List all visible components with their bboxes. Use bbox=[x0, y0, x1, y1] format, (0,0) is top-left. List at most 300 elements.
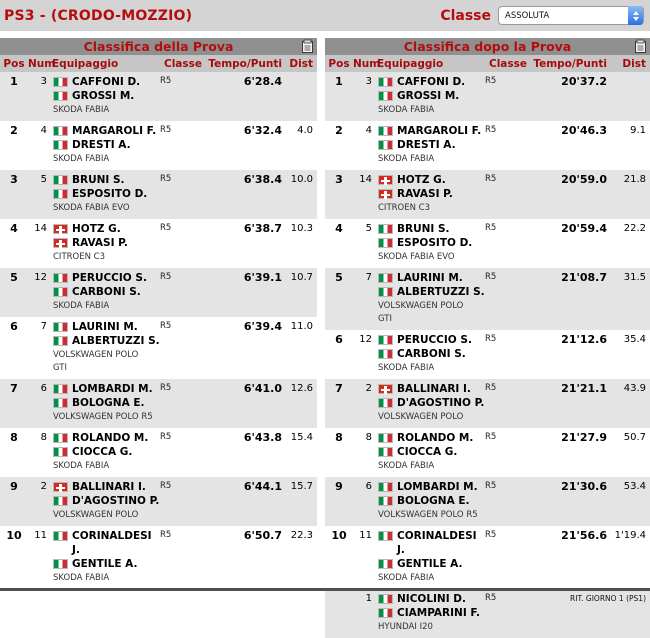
gap-cell: 12.6 bbox=[290, 383, 313, 394]
table-row bbox=[0, 379, 317, 428]
italy-flag-icon bbox=[378, 559, 393, 569]
classe-filter bbox=[440, 6, 644, 25]
classe-cell: R5 bbox=[485, 593, 497, 603]
number-cell: 14 bbox=[34, 223, 47, 234]
driver-row bbox=[378, 592, 483, 606]
driver-name: ALBERTUZZI S. bbox=[72, 335, 160, 347]
driver-name: GROSSI M. bbox=[72, 90, 135, 102]
driver-row bbox=[378, 382, 483, 396]
number-cell: 5 bbox=[365, 223, 372, 234]
position-cell: 9 bbox=[10, 480, 18, 493]
table-row bbox=[325, 379, 650, 428]
italy-flag-icon bbox=[53, 140, 68, 150]
car-name: SKODA FABIA bbox=[378, 461, 435, 471]
table-row bbox=[325, 589, 650, 638]
table-row bbox=[0, 526, 317, 589]
driver-row bbox=[378, 529, 483, 543]
gap-cell: 10.7 bbox=[290, 272, 313, 283]
driver-name-continued: J. bbox=[72, 544, 80, 556]
switzerland-flag-icon bbox=[378, 384, 393, 394]
position-cell: 2 bbox=[335, 124, 343, 137]
col-header-dist: Dist bbox=[289, 57, 313, 70]
driver-name: DRESTI A. bbox=[397, 139, 456, 151]
driver-row bbox=[378, 557, 483, 571]
classe-cell: R5 bbox=[160, 272, 172, 282]
gap-cell: 21.8 bbox=[623, 174, 646, 185]
driver-name: GENTILE A. bbox=[72, 558, 138, 570]
driver-row bbox=[378, 480, 483, 494]
driver-row bbox=[53, 529, 158, 543]
position-cell: 8 bbox=[10, 431, 18, 444]
gap-cell: 53.4 bbox=[623, 481, 646, 492]
driver-row bbox=[53, 382, 158, 396]
stage-classification-table bbox=[0, 38, 317, 589]
tables-area bbox=[0, 31, 650, 638]
driver-row bbox=[53, 557, 158, 571]
time-cell: 21'30.6 bbox=[561, 480, 607, 493]
position-cell: 10 bbox=[6, 529, 22, 542]
italy-flag-icon bbox=[378, 224, 393, 234]
classe-cell: R5 bbox=[485, 125, 497, 135]
position-cell: 1 bbox=[335, 75, 343, 88]
driver-name: D'AGOSTINO P. bbox=[72, 495, 160, 507]
classe-cell: R5 bbox=[485, 334, 497, 344]
number-cell: 7 bbox=[40, 321, 47, 332]
italy-flag-icon bbox=[378, 531, 393, 541]
driver-name: ESPOSITO D. bbox=[397, 237, 473, 249]
stage-table-title: Classifica della Prova bbox=[83, 39, 234, 54]
time-cell: 21'56.6 bbox=[561, 529, 607, 542]
car-name: VOLSKWAGEN POLO bbox=[53, 510, 139, 520]
driver-name: D'AGOSTINO P. bbox=[397, 397, 485, 409]
position-cell: 7 bbox=[10, 382, 18, 395]
overall-table-title: Classifica dopo la Prova bbox=[403, 39, 572, 54]
driver-name: NICOLINI D. bbox=[397, 593, 466, 605]
col-header-crew: Equipaggio bbox=[377, 57, 444, 70]
switzerland-flag-icon bbox=[53, 482, 68, 492]
time-cell: 6'41.0 bbox=[243, 382, 282, 395]
driver-name: LAURINI M. bbox=[397, 272, 463, 284]
table-row bbox=[325, 477, 650, 526]
driver-name: ESPOSITO D. bbox=[72, 188, 148, 200]
time-cell: 21'27.9 bbox=[561, 431, 607, 444]
car-name: SKODA FABIA bbox=[53, 461, 110, 471]
italy-flag-icon bbox=[53, 126, 68, 136]
crew-cell bbox=[373, 75, 483, 116]
switzerland-flag-icon bbox=[378, 189, 393, 199]
overall-table-rows bbox=[325, 72, 650, 638]
number-cell: 5 bbox=[40, 174, 47, 185]
stage-column-headers bbox=[0, 55, 317, 72]
italy-flag-icon bbox=[53, 496, 68, 506]
table-row bbox=[0, 317, 317, 379]
driver-name-continued: J. bbox=[397, 544, 405, 556]
driver-name: DRESTI A. bbox=[72, 139, 131, 151]
driver-row bbox=[378, 333, 483, 347]
crew-cell bbox=[373, 271, 483, 325]
col-header-pos: Pos bbox=[3, 57, 25, 70]
table-row bbox=[325, 330, 650, 379]
time-cell: 20'59.0 bbox=[561, 173, 607, 186]
italy-flag-icon bbox=[378, 91, 393, 101]
up-down-stepper-icon[interactable] bbox=[628, 6, 643, 25]
table-row bbox=[0, 121, 317, 170]
driver-row bbox=[53, 396, 158, 410]
classe-cell: R5 bbox=[160, 530, 172, 540]
top-bar bbox=[0, 0, 650, 31]
number-cell: 2 bbox=[40, 481, 47, 492]
crew-cell bbox=[48, 124, 158, 165]
classe-cell: R5 bbox=[160, 174, 172, 184]
car-name: VOLKSWAGEN POLO R5 bbox=[378, 510, 478, 520]
driver-row bbox=[53, 124, 158, 138]
table-row bbox=[325, 72, 650, 121]
driver-name: CIAMPARINI F. bbox=[397, 607, 481, 619]
italy-flag-icon bbox=[378, 447, 393, 457]
driver-name: BOLOGNA E. bbox=[72, 397, 145, 409]
overall-table-header bbox=[325, 38, 650, 55]
number-cell: 12 bbox=[34, 272, 47, 283]
position-cell: 3 bbox=[10, 173, 18, 186]
italy-flag-icon bbox=[378, 608, 393, 618]
number-cell: 11 bbox=[359, 530, 372, 541]
number-cell: 6 bbox=[40, 383, 47, 394]
gap-cell: 10.0 bbox=[290, 174, 313, 185]
gap-cell: 22.2 bbox=[623, 223, 646, 234]
switzerland-flag-icon bbox=[378, 175, 393, 185]
car-name: VOLSKWAGEN POLO bbox=[378, 301, 464, 311]
car-name: VOLSKWAGEN POLO bbox=[53, 350, 139, 360]
col-header-tempo: Tempo/Punti bbox=[533, 57, 607, 70]
classe-cell: R5 bbox=[160, 383, 172, 393]
car-name: GTI bbox=[53, 363, 67, 373]
driver-name: RAVASI P. bbox=[72, 237, 128, 249]
car-name: SKODA FABIA bbox=[378, 154, 435, 164]
crew-cell bbox=[373, 592, 483, 633]
col-header-dist: Dist bbox=[622, 57, 646, 70]
position-cell: 8 bbox=[335, 431, 343, 444]
driver-name: PERUCCIO S. bbox=[397, 334, 472, 346]
position-cell: 5 bbox=[10, 271, 18, 284]
time-cell: 20'46.3 bbox=[561, 124, 607, 137]
driver-name: GENTILE A. bbox=[397, 558, 463, 570]
driver-name: CARBONI S. bbox=[397, 348, 466, 360]
crew-cell bbox=[48, 382, 158, 423]
position-cell: 6 bbox=[10, 320, 18, 333]
driver-row bbox=[378, 222, 483, 236]
position-cell: 7 bbox=[335, 382, 343, 395]
col-header-tempo: Tempo/Punti bbox=[208, 57, 282, 70]
italy-flag-icon bbox=[53, 175, 68, 185]
car-name: SKODA FABIA EVO bbox=[53, 203, 130, 213]
classe-select-value: ASSOLUTA bbox=[505, 10, 550, 21]
position-cell: 5 bbox=[335, 271, 343, 284]
car-name: HYUNDAI I20 bbox=[378, 622, 433, 632]
table-row bbox=[0, 170, 317, 219]
gap-cell: 4.0 bbox=[297, 125, 313, 136]
position-cell bbox=[325, 592, 353, 633]
classe-cell: R5 bbox=[160, 481, 172, 491]
car-name: SKODA FABIA bbox=[378, 105, 435, 115]
driver-name: CIOCCA G. bbox=[397, 446, 458, 458]
table-row bbox=[325, 526, 650, 589]
driver-row bbox=[53, 320, 158, 334]
driver-name: ALBERTUZZI S. bbox=[397, 286, 485, 298]
italy-flag-icon bbox=[378, 482, 393, 492]
italy-flag-icon bbox=[53, 91, 68, 101]
driver-row bbox=[53, 431, 158, 445]
car-name: SKODA FABIA bbox=[53, 154, 110, 164]
driver-name: BOLOGNA E. bbox=[397, 495, 470, 507]
driver-row bbox=[53, 334, 158, 348]
italy-flag-icon bbox=[378, 433, 393, 443]
classe-select[interactable] bbox=[498, 6, 644, 25]
car-name: SKODA FABIA bbox=[378, 573, 435, 583]
number-cell: 4 bbox=[40, 125, 47, 136]
col-header-pos: Pos bbox=[328, 57, 350, 70]
driver-name: GROSSI M. bbox=[397, 90, 460, 102]
car-name: SKODA FABIA EVO bbox=[378, 252, 455, 262]
car-name: SKODA FABIA bbox=[53, 301, 110, 311]
classe-label: Classe bbox=[440, 7, 491, 24]
italy-flag-icon bbox=[53, 398, 68, 408]
italy-flag-icon bbox=[378, 126, 393, 136]
driver-name: BRUNI S. bbox=[72, 174, 125, 186]
page-title: PS3 - (CRODO-MOZZIO) bbox=[4, 7, 193, 24]
table-row bbox=[0, 428, 317, 477]
classe-cell: R5 bbox=[485, 272, 497, 282]
position-cell: 4 bbox=[335, 222, 343, 235]
driver-row bbox=[53, 480, 158, 494]
table-row bbox=[325, 268, 650, 330]
stage-table-rows bbox=[0, 72, 317, 589]
time-cell: 20'37.2 bbox=[561, 75, 607, 88]
car-name: SKODA FABIA bbox=[53, 105, 110, 115]
time-cell: 6'50.7 bbox=[243, 529, 282, 542]
classe-cell: R5 bbox=[485, 481, 497, 491]
car-name: SKODA FABIA bbox=[378, 363, 435, 373]
gap-cell: 31.5 bbox=[623, 272, 646, 283]
number-cell: 3 bbox=[40, 76, 47, 87]
crew-cell bbox=[48, 529, 158, 584]
time-cell: 21'08.7 bbox=[561, 271, 607, 284]
number-cell: 8 bbox=[40, 432, 47, 443]
retirement-status: RIT. GIORNO 1 (PS1) bbox=[570, 594, 646, 603]
number-cell: 14 bbox=[359, 174, 372, 185]
table-row bbox=[0, 477, 317, 526]
clipboard-icon[interactable] bbox=[635, 40, 646, 53]
col-header-classe: Classe bbox=[488, 57, 527, 70]
driver-row bbox=[53, 236, 158, 250]
number-cell: 12 bbox=[359, 334, 372, 345]
crew-cell bbox=[48, 173, 158, 214]
driver-name: HOTZ G. bbox=[397, 174, 446, 186]
italy-flag-icon bbox=[53, 287, 68, 297]
italy-flag-icon bbox=[53, 273, 68, 283]
position-cell: 9 bbox=[335, 480, 343, 493]
col-header-crew: Equipaggio bbox=[52, 57, 119, 70]
classe-cell: R5 bbox=[160, 223, 172, 233]
table-row bbox=[325, 219, 650, 268]
clipboard-icon[interactable] bbox=[302, 40, 313, 53]
gap-cell: 35.4 bbox=[623, 334, 646, 345]
driver-name: BALLINARI I. bbox=[72, 481, 146, 493]
driver-row bbox=[378, 271, 483, 285]
car-name: GTI bbox=[378, 314, 392, 324]
driver-name: CORINALDESI bbox=[397, 530, 477, 542]
table-row bbox=[0, 72, 317, 121]
position-cell: 3 bbox=[335, 173, 343, 186]
italy-flag-icon bbox=[378, 287, 393, 297]
driver-row bbox=[53, 445, 158, 459]
driver-name: CARBONI S. bbox=[72, 286, 141, 298]
italy-flag-icon bbox=[53, 336, 68, 346]
number-cell: 2 bbox=[365, 383, 372, 394]
number-cell: 4 bbox=[365, 125, 372, 136]
crew-cell bbox=[48, 480, 158, 521]
number-cell: 11 bbox=[34, 530, 47, 541]
italy-flag-icon bbox=[378, 335, 393, 345]
italy-flag-icon bbox=[378, 594, 393, 604]
driver-name: ROLANDO M. bbox=[72, 432, 149, 444]
italy-flag-icon bbox=[378, 273, 393, 283]
classe-cell: R5 bbox=[485, 76, 497, 86]
table-row bbox=[0, 219, 317, 268]
classe-cell: R5 bbox=[485, 432, 497, 442]
classe-cell: R5 bbox=[485, 174, 497, 184]
italy-flag-icon bbox=[378, 77, 393, 87]
table-row bbox=[325, 170, 650, 219]
classe-cell: R5 bbox=[485, 383, 497, 393]
crew-cell bbox=[48, 271, 158, 312]
crew-cell bbox=[373, 529, 483, 584]
gap-cell bbox=[282, 75, 317, 116]
table-row bbox=[325, 428, 650, 477]
driver-row bbox=[378, 89, 483, 103]
italy-flag-icon bbox=[53, 559, 68, 569]
classe-cell: R5 bbox=[485, 530, 497, 540]
driver-name: ROLANDO M. bbox=[397, 432, 474, 444]
gap-cell: 50.7 bbox=[623, 432, 646, 443]
gap-cell: 10.3 bbox=[290, 223, 313, 234]
driver-name: CAFFONI D. bbox=[72, 76, 141, 88]
driver-row bbox=[53, 271, 158, 285]
position-cell: 1 bbox=[10, 75, 18, 88]
italy-flag-icon bbox=[53, 384, 68, 394]
driver-row bbox=[53, 138, 158, 152]
italy-flag-icon bbox=[53, 189, 68, 199]
italy-flag-icon bbox=[378, 349, 393, 359]
driver-row bbox=[378, 138, 483, 152]
time-cell: 6'39.4 bbox=[243, 320, 282, 333]
classe-cell: R5 bbox=[160, 76, 172, 86]
driver-row bbox=[53, 187, 158, 201]
driver-row bbox=[378, 285, 483, 299]
driver-row bbox=[378, 187, 483, 201]
driver-row bbox=[53, 222, 158, 236]
bottom-border bbox=[0, 588, 650, 591]
classe-cell: R5 bbox=[160, 321, 172, 331]
driver-row bbox=[53, 285, 158, 299]
driver-row bbox=[378, 124, 483, 138]
number-cell: 1 bbox=[365, 593, 372, 604]
crew-cell bbox=[48, 222, 158, 263]
driver-name: RAVASI P. bbox=[397, 188, 453, 200]
driver-row bbox=[53, 89, 158, 103]
crew-cell bbox=[48, 431, 158, 472]
driver-row bbox=[378, 236, 483, 250]
italy-flag-icon bbox=[53, 322, 68, 332]
stage-table-header bbox=[0, 38, 317, 55]
driver-row bbox=[53, 494, 158, 508]
driver-name: LAURINI M. bbox=[72, 321, 138, 333]
crew-cell bbox=[373, 124, 483, 165]
crew-cell bbox=[373, 333, 483, 374]
driver-name: LOMBARDI M. bbox=[72, 383, 153, 395]
car-name: VOLSKWAGEN POLO bbox=[378, 412, 464, 422]
driver-name: BRUNI S. bbox=[397, 223, 450, 235]
driver-row bbox=[378, 347, 483, 361]
number-cell: 3 bbox=[365, 76, 372, 87]
crew-cell bbox=[373, 222, 483, 263]
number-cell: 6 bbox=[365, 481, 372, 492]
italy-flag-icon bbox=[378, 496, 393, 506]
col-header-classe: Classe bbox=[163, 57, 202, 70]
driver-row bbox=[53, 75, 158, 89]
time-cell: 6'38.4 bbox=[243, 173, 282, 186]
driver-row bbox=[378, 494, 483, 508]
time-cell: 21'12.6 bbox=[561, 333, 607, 346]
time-cell: 6'43.8 bbox=[243, 431, 282, 444]
car-name: CITROEN C3 bbox=[378, 203, 431, 213]
time-cell: 6'28.4 bbox=[243, 75, 282, 88]
position-cell: 4 bbox=[10, 222, 18, 235]
classe-cell: R5 bbox=[485, 223, 497, 233]
italy-flag-icon bbox=[53, 531, 68, 541]
overall-column-headers bbox=[325, 55, 650, 72]
italy-flag-icon bbox=[378, 398, 393, 408]
driver-name: CORINALDESI bbox=[72, 530, 152, 542]
crew-cell bbox=[48, 320, 158, 374]
driver-name: HOTZ G. bbox=[72, 223, 121, 235]
crew-cell bbox=[373, 480, 483, 521]
driver-row bbox=[378, 445, 483, 459]
gap-cell: 9.1 bbox=[630, 125, 646, 136]
gap-cell: 15.7 bbox=[290, 481, 313, 492]
driver-row bbox=[378, 606, 483, 620]
gap-cell: 1'19.4 bbox=[614, 530, 646, 541]
italy-flag-icon bbox=[378, 140, 393, 150]
car-name: VOLKSWAGEN POLO R5 bbox=[53, 412, 153, 422]
italy-flag-icon bbox=[53, 447, 68, 457]
col-header-num: Num bbox=[353, 57, 381, 70]
gap-cell: 43.9 bbox=[623, 383, 646, 394]
car-name: SKODA FABIA bbox=[53, 573, 110, 583]
col-header-num: Num bbox=[28, 57, 56, 70]
gap-cell bbox=[607, 75, 650, 116]
position-cell: 2 bbox=[10, 124, 18, 137]
switzerland-flag-icon bbox=[53, 238, 68, 248]
table-row bbox=[325, 121, 650, 170]
number-cell: 7 bbox=[365, 272, 372, 283]
driver-name: CIOCCA G. bbox=[72, 446, 133, 458]
gap-cell: 11.0 bbox=[290, 321, 313, 332]
position-cell: 10 bbox=[331, 529, 347, 542]
driver-name: BALLINARI I. bbox=[397, 383, 471, 395]
time-cell: 6'32.4 bbox=[243, 124, 282, 137]
crew-cell bbox=[373, 431, 483, 472]
number-cell: 8 bbox=[365, 432, 372, 443]
